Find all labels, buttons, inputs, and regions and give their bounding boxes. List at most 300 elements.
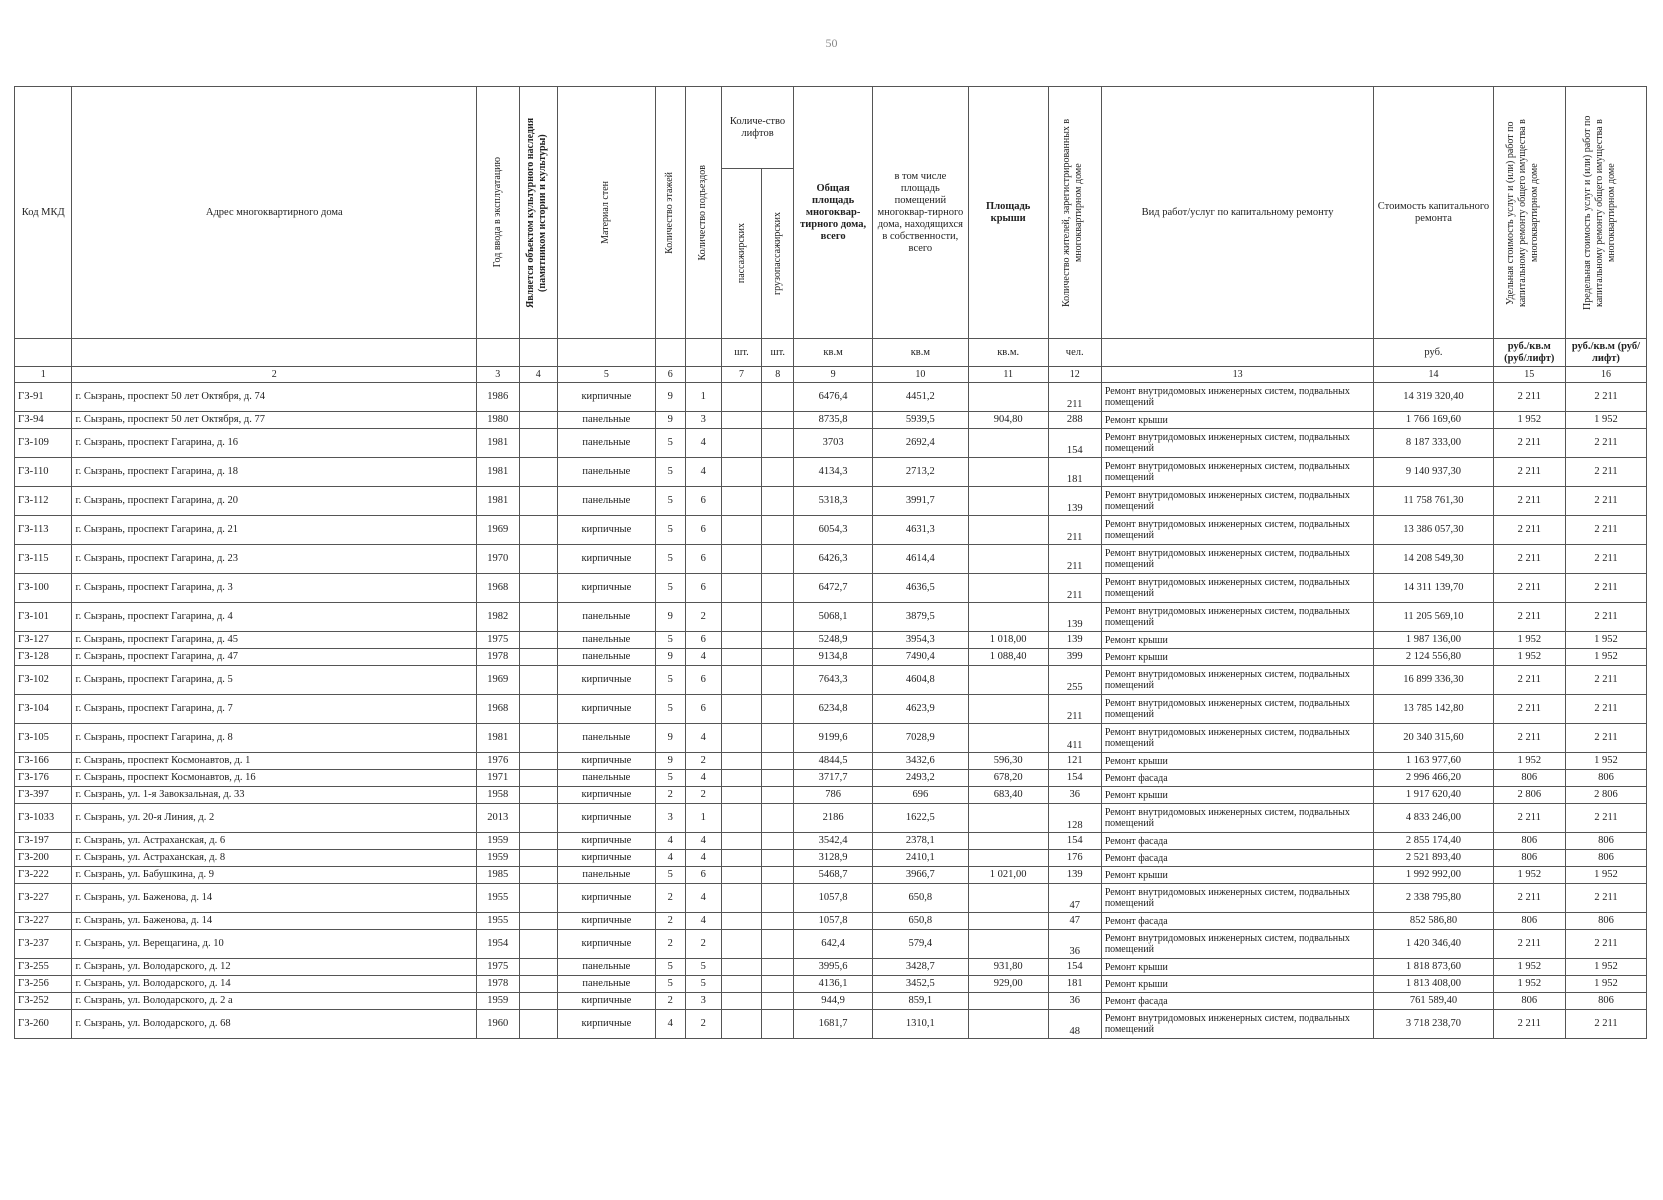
code-cell: ГЗ-256 xyxy=(15,976,72,993)
cost-cell: 1 813 408,00 xyxy=(1374,976,1493,993)
owned-area-cell: 650,8 xyxy=(872,913,968,930)
unit-lifts-cargo: шт. xyxy=(762,339,794,367)
code-cell: ГЗ-1033 xyxy=(15,804,72,833)
owned-area-cell: 2692,4 xyxy=(872,429,968,458)
max-cost-cell: 2 211 xyxy=(1565,383,1646,412)
cost-cell: 1 766 169,60 xyxy=(1374,412,1493,429)
table-row xyxy=(15,1010,1647,1039)
floors-cell: 9 xyxy=(655,603,685,632)
header-entrances xyxy=(685,87,721,339)
residents-cell: 154 xyxy=(1048,770,1101,787)
column-number: 5 xyxy=(557,367,655,383)
cultural-cell xyxy=(519,412,557,429)
floors-cell: 5 xyxy=(655,666,685,695)
entrances-cell: 4 xyxy=(685,884,721,913)
address-cell: г. Сызрань, ул. 1-я Завокзальная, д. 33 xyxy=(72,787,477,804)
work-type-cell: Ремонт фасада xyxy=(1101,913,1374,930)
table-row xyxy=(15,695,1647,724)
work-type-cell: Ремонт внутридомовых инженерных систем, подвальных помещений xyxy=(1101,804,1374,833)
owned-area-cell: 1310,1 xyxy=(872,1010,968,1039)
residents-cell: 154 xyxy=(1048,429,1101,458)
residents-cell: 181 xyxy=(1048,976,1101,993)
residents-cell: 128 xyxy=(1048,804,1101,833)
unit-cost-cell: 806 xyxy=(1493,833,1565,850)
cultural-cell xyxy=(519,976,557,993)
header-address: Адрес многоквартирного дома xyxy=(72,87,477,339)
lifts-passenger-cell xyxy=(721,930,761,959)
address-cell: г. Сызрань, проспект Гагарина, д. 23 xyxy=(72,545,477,574)
unit-empty xyxy=(557,339,655,367)
residents-cell: 154 xyxy=(1048,959,1101,976)
material-cell: кирпичные xyxy=(557,804,655,833)
column-number: 8 xyxy=(762,367,794,383)
total-area-cell: 8735,8 xyxy=(794,412,873,429)
year-cell: 1981 xyxy=(477,429,520,458)
address-cell: г. Сызрань, проспект Гагарина, д. 47 xyxy=(72,649,477,666)
header-lifts-cargo xyxy=(762,169,794,339)
table-row xyxy=(15,603,1647,632)
entrances-cell: 6 xyxy=(685,695,721,724)
cultural-cell xyxy=(519,695,557,724)
total-area-cell: 1057,8 xyxy=(794,913,873,930)
address-cell: г. Сызрань, ул. 20-я Линия, д. 2 xyxy=(72,804,477,833)
lifts-passenger-cell xyxy=(721,487,761,516)
lifts-passenger-cell xyxy=(721,666,761,695)
lifts-passenger-cell xyxy=(721,770,761,787)
work-type-cell: Ремонт фасада xyxy=(1101,833,1374,850)
capital-repair-table xyxy=(14,86,1647,1039)
total-area-cell: 3995,6 xyxy=(794,959,873,976)
table-row xyxy=(15,429,1647,458)
code-cell: ГЗ-260 xyxy=(15,1010,72,1039)
header-cost: Стоимость капитального ремонта xyxy=(1374,87,1493,339)
header-residents-text: Количество жителей, зарегистрированных в многоквартирном доме xyxy=(1060,118,1084,307)
max-cost-cell: 1 952 xyxy=(1565,412,1646,429)
material-cell: кирпичные xyxy=(557,753,655,770)
column-number: 9 xyxy=(794,367,873,383)
header-cultural xyxy=(519,87,557,339)
cost-cell: 13 386 057,30 xyxy=(1374,516,1493,545)
unit-cost-cell: 1 952 xyxy=(1493,753,1565,770)
cultural-cell xyxy=(519,804,557,833)
header-year-text: Год ввода в эксплуатацию xyxy=(491,157,503,268)
work-type-cell: Ремонт внутридомовых инженерных систем, подвальных помещений xyxy=(1101,487,1374,516)
floors-cell: 5 xyxy=(655,458,685,487)
owned-area-cell: 7028,9 xyxy=(872,724,968,753)
code-cell: ГЗ-115 xyxy=(15,545,72,574)
cost-cell: 1 992 992,00 xyxy=(1374,867,1493,884)
lifts-cargo-cell xyxy=(762,1010,794,1039)
header-unit-cost xyxy=(1493,87,1565,339)
entrances-cell: 2 xyxy=(685,930,721,959)
unit-empty xyxy=(1101,339,1374,367)
residents-cell: 288 xyxy=(1048,412,1101,429)
lifts-passenger-cell xyxy=(721,695,761,724)
table-header xyxy=(15,87,1647,383)
residents-cell: 36 xyxy=(1048,787,1101,804)
lifts-cargo-cell xyxy=(762,753,794,770)
floors-cell: 5 xyxy=(655,770,685,787)
max-cost-cell: 806 xyxy=(1565,833,1646,850)
work-type-cell: Ремонт внутридомовых инженерных систем, подвальных помещений xyxy=(1101,458,1374,487)
address-cell: г. Сызрань, проспект Гагарина, д. 8 xyxy=(72,724,477,753)
residents-cell: 47 xyxy=(1048,913,1101,930)
material-cell: кирпичные xyxy=(557,574,655,603)
lifts-passenger-cell xyxy=(721,632,761,649)
work-type-cell: Ремонт фасада xyxy=(1101,770,1374,787)
cost-cell: 1 987 136,00 xyxy=(1374,632,1493,649)
max-cost-cell: 1 952 xyxy=(1565,959,1646,976)
cost-cell: 16 899 336,30 xyxy=(1374,666,1493,695)
work-type-cell: Ремонт фасада xyxy=(1101,850,1374,867)
residents-cell: 36 xyxy=(1048,993,1101,1010)
cultural-cell xyxy=(519,603,557,632)
material-cell: панельные xyxy=(557,649,655,666)
cultural-cell xyxy=(519,545,557,574)
entrances-cell: 2 xyxy=(685,603,721,632)
lifts-cargo-cell xyxy=(762,867,794,884)
unit-cost-cell: 1 952 xyxy=(1493,412,1565,429)
address-cell: г. Сызрань, ул. Верещагина, д. 10 xyxy=(72,930,477,959)
unit-cost-cell: 2 211 xyxy=(1493,695,1565,724)
code-cell: ГЗ-222 xyxy=(15,867,72,884)
work-type-cell: Ремонт крыши xyxy=(1101,412,1374,429)
lifts-passenger-cell xyxy=(721,833,761,850)
lifts-passenger-cell xyxy=(721,603,761,632)
max-cost-cell: 2 211 xyxy=(1565,429,1646,458)
year-cell: 1985 xyxy=(477,867,520,884)
code-cell: ГЗ-91 xyxy=(15,383,72,412)
entrances-cell: 4 xyxy=(685,724,721,753)
year-cell: 1976 xyxy=(477,753,520,770)
roof-area-cell xyxy=(968,930,1048,959)
owned-area-cell: 4604,8 xyxy=(872,666,968,695)
cultural-cell xyxy=(519,487,557,516)
address-cell: г. Сызрань, ул. Володарского, д. 14 xyxy=(72,976,477,993)
address-cell: г. Сызрань, проспект Гагарина, д. 45 xyxy=(72,632,477,649)
column-number: 3 xyxy=(477,367,520,383)
lifts-cargo-cell xyxy=(762,545,794,574)
header-unit-cost-text: Удельная стоимость услуг и (или) работ по капитальному ремонту общего имущества в многоквартирном доме xyxy=(1505,118,1541,307)
entrances-cell: 6 xyxy=(685,574,721,603)
cost-cell: 1 163 977,60 xyxy=(1374,753,1493,770)
table-row xyxy=(15,833,1647,850)
owned-area-cell: 2410,1 xyxy=(872,850,968,867)
work-type-cell: Ремонт внутридомовых инженерных систем, подвальных помещений xyxy=(1101,884,1374,913)
code-cell: ГЗ-102 xyxy=(15,666,72,695)
max-cost-cell: 806 xyxy=(1565,913,1646,930)
unit-owned-area: кв.м xyxy=(872,339,968,367)
residents-cell: 121 xyxy=(1048,753,1101,770)
lifts-passenger-cell xyxy=(721,429,761,458)
table-row xyxy=(15,412,1647,429)
cost-cell: 1 917 620,40 xyxy=(1374,787,1493,804)
entrances-cell: 6 xyxy=(685,487,721,516)
column-number: 10 xyxy=(872,367,968,383)
owned-area-cell: 2493,2 xyxy=(872,770,968,787)
max-cost-cell: 2 211 xyxy=(1565,804,1646,833)
owned-area-cell: 3966,7 xyxy=(872,867,968,884)
roof-area-cell: 683,40 xyxy=(968,787,1048,804)
max-cost-cell: 806 xyxy=(1565,770,1646,787)
cost-cell: 8 187 333,00 xyxy=(1374,429,1493,458)
material-cell: кирпичные xyxy=(557,913,655,930)
code-cell: ГЗ-227 xyxy=(15,913,72,930)
residents-cell: 154 xyxy=(1048,833,1101,850)
unit-empty xyxy=(685,339,721,367)
residents-cell: 411 xyxy=(1048,724,1101,753)
column-number: 13 xyxy=(1101,367,1374,383)
unit-cost-cell: 806 xyxy=(1493,850,1565,867)
residents-cell: 47 xyxy=(1048,884,1101,913)
owned-area-cell: 3954,3 xyxy=(872,632,968,649)
address-cell: г. Сызрань, ул. Астраханская, д. 6 xyxy=(72,833,477,850)
code-cell: ГЗ-104 xyxy=(15,695,72,724)
material-cell: панельные xyxy=(557,632,655,649)
header-material-text: Материал стен xyxy=(600,181,612,244)
address-cell: г. Сызрань, проспект Гагарина, д. 21 xyxy=(72,516,477,545)
residents-cell: 48 xyxy=(1048,1010,1101,1039)
roof-area-cell: 931,80 xyxy=(968,959,1048,976)
year-cell: 1980 xyxy=(477,412,520,429)
header-code: Код МКД xyxy=(15,87,72,339)
entrances-cell: 4 xyxy=(685,458,721,487)
lifts-cargo-cell xyxy=(762,383,794,412)
owned-area-cell: 859,1 xyxy=(872,993,968,1010)
lifts-cargo-cell xyxy=(762,787,794,804)
unit-cost-cell: 2 211 xyxy=(1493,429,1565,458)
lifts-cargo-cell xyxy=(762,666,794,695)
total-area-cell: 3128,9 xyxy=(794,850,873,867)
owned-area-cell: 3991,7 xyxy=(872,487,968,516)
entrances-cell: 4 xyxy=(685,429,721,458)
code-cell: ГЗ-100 xyxy=(15,574,72,603)
year-cell: 1981 xyxy=(477,487,520,516)
entrances-cell: 5 xyxy=(685,959,721,976)
lifts-passenger-cell xyxy=(721,850,761,867)
lifts-passenger-cell xyxy=(721,993,761,1010)
cost-cell: 1 818 873,60 xyxy=(1374,959,1493,976)
floors-cell: 2 xyxy=(655,993,685,1010)
entrances-cell: 1 xyxy=(685,383,721,412)
unit-cost-cell: 1 952 xyxy=(1493,867,1565,884)
roof-area-cell: 929,00 xyxy=(968,976,1048,993)
cost-cell: 14 319 320,40 xyxy=(1374,383,1493,412)
material-cell: панельные xyxy=(557,770,655,787)
table-row xyxy=(15,976,1647,993)
material-cell: кирпичные xyxy=(557,383,655,412)
cultural-cell xyxy=(519,383,557,412)
table-row xyxy=(15,574,1647,603)
owned-area-cell: 7490,4 xyxy=(872,649,968,666)
total-area-cell: 2186 xyxy=(794,804,873,833)
code-cell: ГЗ-127 xyxy=(15,632,72,649)
table-row xyxy=(15,913,1647,930)
cultural-cell xyxy=(519,787,557,804)
address-cell: г. Сызрань, ул. Володарского, д. 12 xyxy=(72,959,477,976)
residents-cell: 139 xyxy=(1048,603,1101,632)
year-cell: 1954 xyxy=(477,930,520,959)
owned-area-cell: 650,8 xyxy=(872,884,968,913)
floors-cell: 5 xyxy=(655,487,685,516)
table-body xyxy=(15,383,1647,1039)
address-cell: г. Сызрань, проспект 50 лет Октября, д. 74 xyxy=(72,383,477,412)
cultural-cell xyxy=(519,666,557,695)
cultural-cell xyxy=(519,913,557,930)
floors-cell: 2 xyxy=(655,884,685,913)
work-type-cell: Ремонт внутридомовых инженерных систем, подвальных помещений xyxy=(1101,695,1374,724)
table-row xyxy=(15,516,1647,545)
entrances-cell: 4 xyxy=(685,770,721,787)
owned-area-cell: 4636,5 xyxy=(872,574,968,603)
cost-cell: 2 855 174,40 xyxy=(1374,833,1493,850)
column-number: 12 xyxy=(1048,367,1101,383)
residents-cell: 211 xyxy=(1048,695,1101,724)
cultural-cell xyxy=(519,867,557,884)
floors-cell: 9 xyxy=(655,649,685,666)
code-cell: ГЗ-101 xyxy=(15,603,72,632)
cultural-cell xyxy=(519,632,557,649)
work-type-cell: Ремонт внутридомовых инженерных систем, подвальных помещений xyxy=(1101,666,1374,695)
cost-cell: 11 758 761,30 xyxy=(1374,487,1493,516)
table-row xyxy=(15,458,1647,487)
roof-area-cell xyxy=(968,913,1048,930)
entrances-cell: 2 xyxy=(685,787,721,804)
lifts-cargo-cell xyxy=(762,516,794,545)
lifts-cargo-cell xyxy=(762,649,794,666)
material-cell: панельные xyxy=(557,724,655,753)
year-cell: 1978 xyxy=(477,649,520,666)
entrances-cell: 6 xyxy=(685,666,721,695)
material-cell: панельные xyxy=(557,603,655,632)
roof-area-cell: 1 018,00 xyxy=(968,632,1048,649)
table-row xyxy=(15,753,1647,770)
year-cell: 1958 xyxy=(477,787,520,804)
material-cell: кирпичные xyxy=(557,787,655,804)
year-cell: 1981 xyxy=(477,458,520,487)
max-cost-cell: 1 952 xyxy=(1565,632,1646,649)
table-row xyxy=(15,804,1647,833)
code-cell: ГЗ-200 xyxy=(15,850,72,867)
material-cell: панельные xyxy=(557,959,655,976)
total-area-cell: 6472,7 xyxy=(794,574,873,603)
cultural-cell xyxy=(519,833,557,850)
cost-cell: 11 205 569,10 xyxy=(1374,603,1493,632)
cost-cell: 20 340 315,60 xyxy=(1374,724,1493,753)
year-cell: 1968 xyxy=(477,695,520,724)
residents-cell: 139 xyxy=(1048,867,1101,884)
owned-area-cell: 579,4 xyxy=(872,930,968,959)
code-cell: ГЗ-113 xyxy=(15,516,72,545)
total-area-cell: 5068,1 xyxy=(794,603,873,632)
unit-empty xyxy=(655,339,685,367)
work-type-cell: Ремонт крыши xyxy=(1101,976,1374,993)
max-cost-cell: 1 952 xyxy=(1565,649,1646,666)
lifts-cargo-cell xyxy=(762,850,794,867)
cost-cell: 3 718 238,70 xyxy=(1374,1010,1493,1039)
year-cell: 1982 xyxy=(477,603,520,632)
work-type-cell: Ремонт крыши xyxy=(1101,649,1374,666)
floors-cell: 5 xyxy=(655,574,685,603)
table-row xyxy=(15,850,1647,867)
residents-cell: 36 xyxy=(1048,930,1101,959)
total-area-cell: 9199,6 xyxy=(794,724,873,753)
unit-cost-cell: 2 211 xyxy=(1493,487,1565,516)
material-cell: кирпичные xyxy=(557,850,655,867)
material-cell: кирпичные xyxy=(557,666,655,695)
total-area-cell: 786 xyxy=(794,787,873,804)
table-row xyxy=(15,666,1647,695)
table-row xyxy=(15,884,1647,913)
year-cell: 1960 xyxy=(477,1010,520,1039)
floors-cell: 9 xyxy=(655,753,685,770)
address-cell: г. Сызрань, проспект Гагарина, д. 7 xyxy=(72,695,477,724)
roof-area-cell xyxy=(968,695,1048,724)
code-cell: ГЗ-397 xyxy=(15,787,72,804)
lifts-cargo-cell xyxy=(762,632,794,649)
owned-area-cell: 3428,7 xyxy=(872,959,968,976)
max-cost-cell: 2 211 xyxy=(1565,1010,1646,1039)
unit-unit-cost: руб./кв.м (руб/лифт) xyxy=(1493,339,1565,367)
total-area-cell: 6234,8 xyxy=(794,695,873,724)
code-cell: ГЗ-166 xyxy=(15,753,72,770)
owned-area-cell: 1622,5 xyxy=(872,804,968,833)
owned-area-cell: 4631,3 xyxy=(872,516,968,545)
floors-cell: 5 xyxy=(655,545,685,574)
header-lifts: Количе-ство лифтов xyxy=(721,87,793,169)
header-lifts-passenger xyxy=(721,169,761,339)
roof-area-cell xyxy=(968,804,1048,833)
total-area-cell: 4134,3 xyxy=(794,458,873,487)
residents-cell: 139 xyxy=(1048,487,1101,516)
lifts-passenger-cell xyxy=(721,804,761,833)
cost-cell: 9 140 937,30 xyxy=(1374,458,1493,487)
lifts-passenger-cell xyxy=(721,383,761,412)
residents-cell: 211 xyxy=(1048,516,1101,545)
column-number: 4 xyxy=(519,367,557,383)
unit-cost-cell: 2 211 xyxy=(1493,458,1565,487)
max-cost-cell: 2 211 xyxy=(1565,458,1646,487)
max-cost-cell: 2 211 xyxy=(1565,666,1646,695)
floors-cell: 5 xyxy=(655,959,685,976)
code-cell: ГЗ-109 xyxy=(15,429,72,458)
table-row xyxy=(15,545,1647,574)
max-cost-cell: 1 952 xyxy=(1565,753,1646,770)
floors-cell: 5 xyxy=(655,632,685,649)
code-cell: ГЗ-197 xyxy=(15,833,72,850)
cost-cell: 852 586,80 xyxy=(1374,913,1493,930)
owned-area-cell: 2713,2 xyxy=(872,458,968,487)
floors-cell: 9 xyxy=(655,412,685,429)
code-cell: ГЗ-227 xyxy=(15,884,72,913)
unit-cost-cell: 1 952 xyxy=(1493,632,1565,649)
work-type-cell: Ремонт крыши xyxy=(1101,632,1374,649)
unit-empty xyxy=(477,339,520,367)
roof-area-cell xyxy=(968,458,1048,487)
cultural-cell xyxy=(519,930,557,959)
cost-cell: 2 338 795,80 xyxy=(1374,884,1493,913)
work-type-cell: Ремонт внутридомовых инженерных систем, подвальных помещений xyxy=(1101,603,1374,632)
work-type-cell: Ремонт внутридомовых инженерных систем, подвальных помещений xyxy=(1101,930,1374,959)
lifts-cargo-cell xyxy=(762,913,794,930)
cost-cell: 1 420 346,40 xyxy=(1374,930,1493,959)
unit-cost-cell: 2 211 xyxy=(1493,724,1565,753)
owned-area-cell: 5939,5 xyxy=(872,412,968,429)
lifts-passenger-cell xyxy=(721,1010,761,1039)
column-number: 2 xyxy=(72,367,477,383)
residents-cell: 255 xyxy=(1048,666,1101,695)
floors-cell: 5 xyxy=(655,867,685,884)
